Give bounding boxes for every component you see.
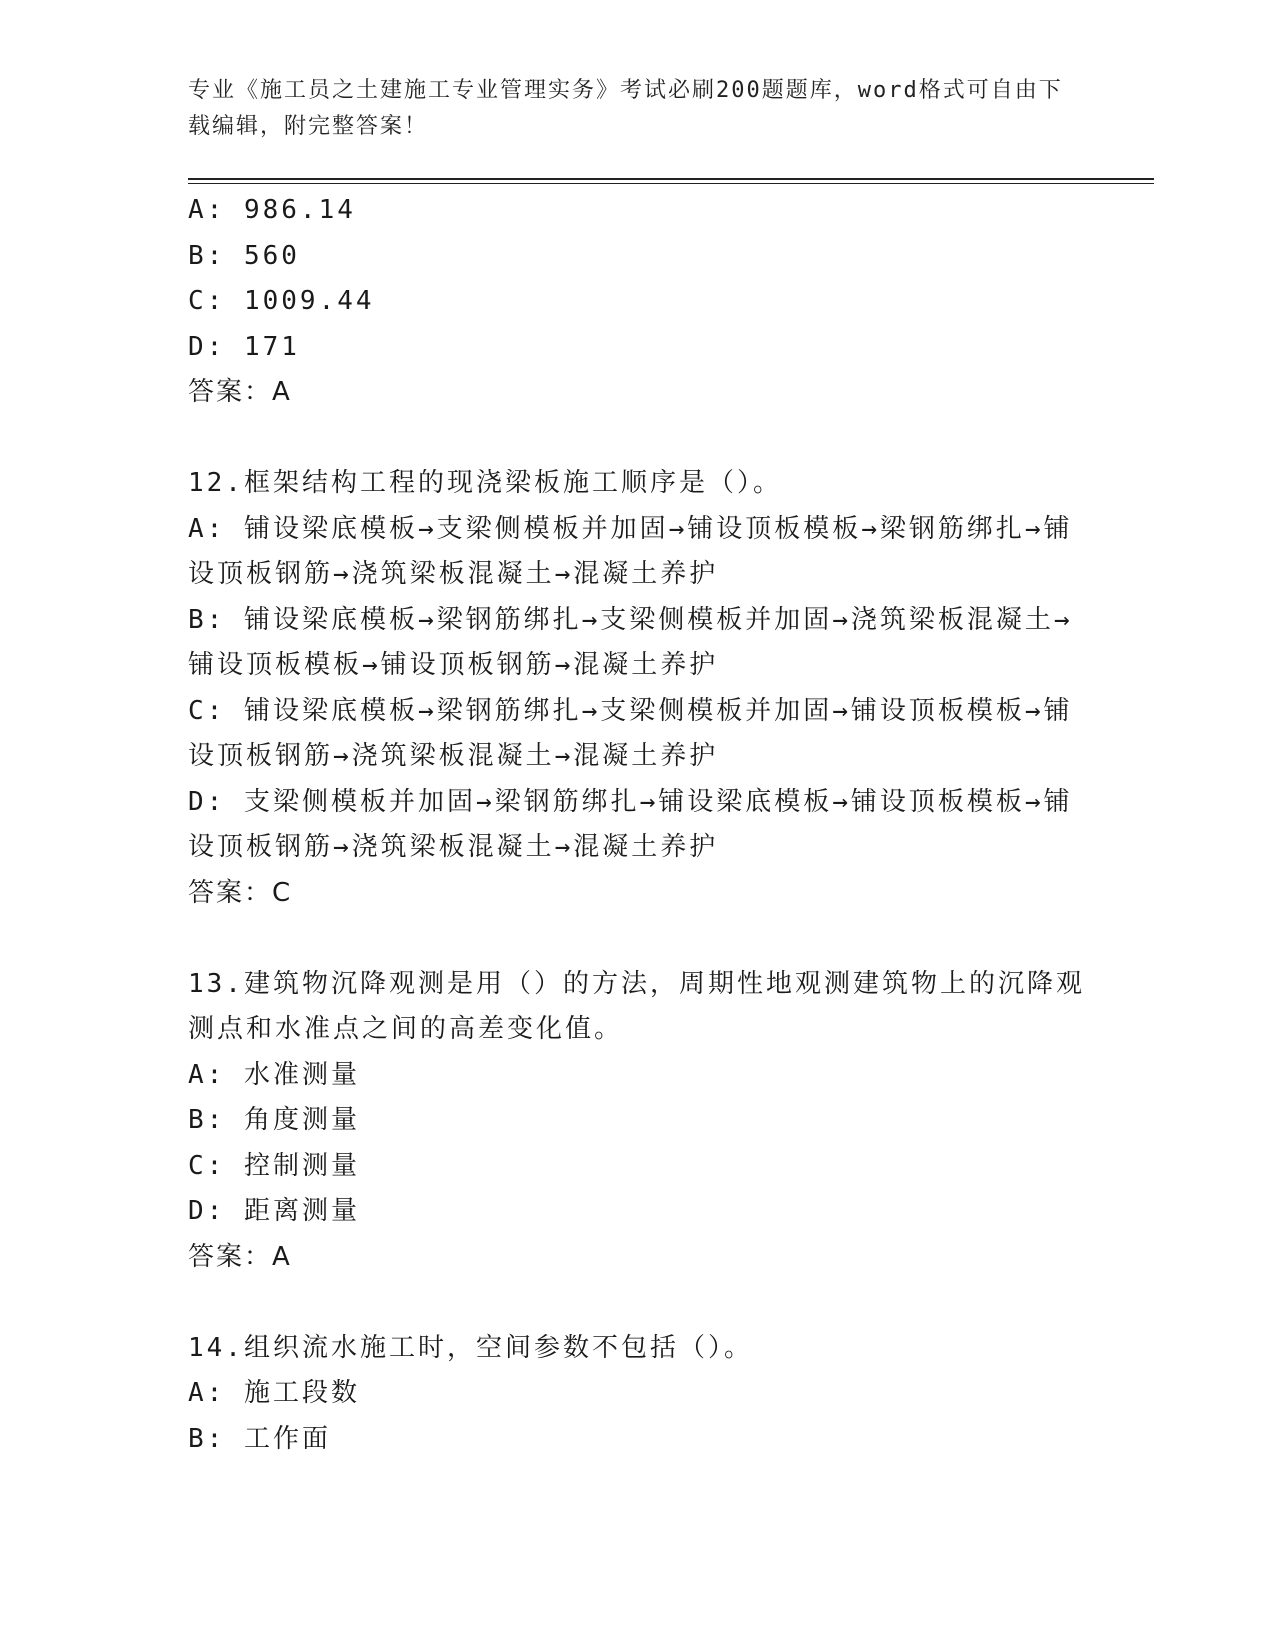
- answer: 答案：C: [188, 877, 293, 908]
- document-body: [188, 188, 1088, 1462]
- question-14: [188, 1326, 1088, 1463]
- question-stem: 12.框架结构工程的现浇梁板施工顺序是（）。: [188, 468, 782, 498]
- option-a: A: 施工段数: [188, 1378, 360, 1408]
- answer: 答案：A: [188, 1241, 292, 1272]
- option-c: C: 1009.44: [188, 286, 375, 316]
- question-stem: 13.建筑物沉降观测是用（）的方法，周期性地观测建筑物上的沉降观测点和水准点之间的高差变化值。: [188, 968, 1085, 1044]
- spacer: [188, 1280, 1088, 1326]
- option-d: D: 171: [188, 331, 300, 362]
- spacer: [188, 916, 1088, 962]
- answer: 答案：A: [188, 377, 292, 407]
- option-b: B: 铺设梁底模板→梁钢筋绑扎→支梁侧模板并加固→浇筑梁板混凝土→铺设顶板模板→铺设顶板钢筋→混凝土养护: [188, 604, 1073, 680]
- spacer: [188, 416, 1088, 462]
- question-12: [188, 461, 1088, 916]
- header-rule-thin: [188, 183, 1154, 184]
- question-11: [188, 188, 1088, 416]
- option-d: D: 距离测量: [188, 1196, 360, 1226]
- option-b: B: 560: [188, 240, 300, 271]
- option-c: C: 控制测量: [188, 1150, 360, 1181]
- header-rule-thick: [188, 178, 1154, 180]
- option-a: A: 986.14: [188, 195, 356, 225]
- option-a: A: 水准测量: [188, 1059, 360, 1090]
- option-c: C: 铺设梁底模板→梁钢筋绑扎→支梁侧模板并加固→铺设顶板模板→铺设顶板钢筋→浇筑梁板混凝土→混凝土养护: [188, 695, 1073, 771]
- option-b: B: 角度测量: [188, 1105, 360, 1135]
- option-d: D: 支梁侧模板并加固→梁钢筋绑扎→铺设梁底模板→铺设顶板模板→铺设顶板钢筋→浇筑梁板混凝土→混凝土养护: [188, 786, 1073, 862]
- question-stem: 14.组织流水施工时，空间参数不包括（）。: [188, 1332, 753, 1363]
- option-b: B: 工作面: [188, 1423, 331, 1454]
- option-a: A: 铺设梁底模板→支梁侧模板并加固→铺设顶板模板→梁钢筋绑扎→铺设顶板钢筋→浇筑梁板混凝土→混凝土养护: [188, 513, 1073, 589]
- question-13: [188, 962, 1088, 1281]
- document-header: 专业《施工员之土建施工专业管理实务》考试必刷200题题库，word格式可自由下载编辑，附完整答案！: [188, 78, 1063, 139]
